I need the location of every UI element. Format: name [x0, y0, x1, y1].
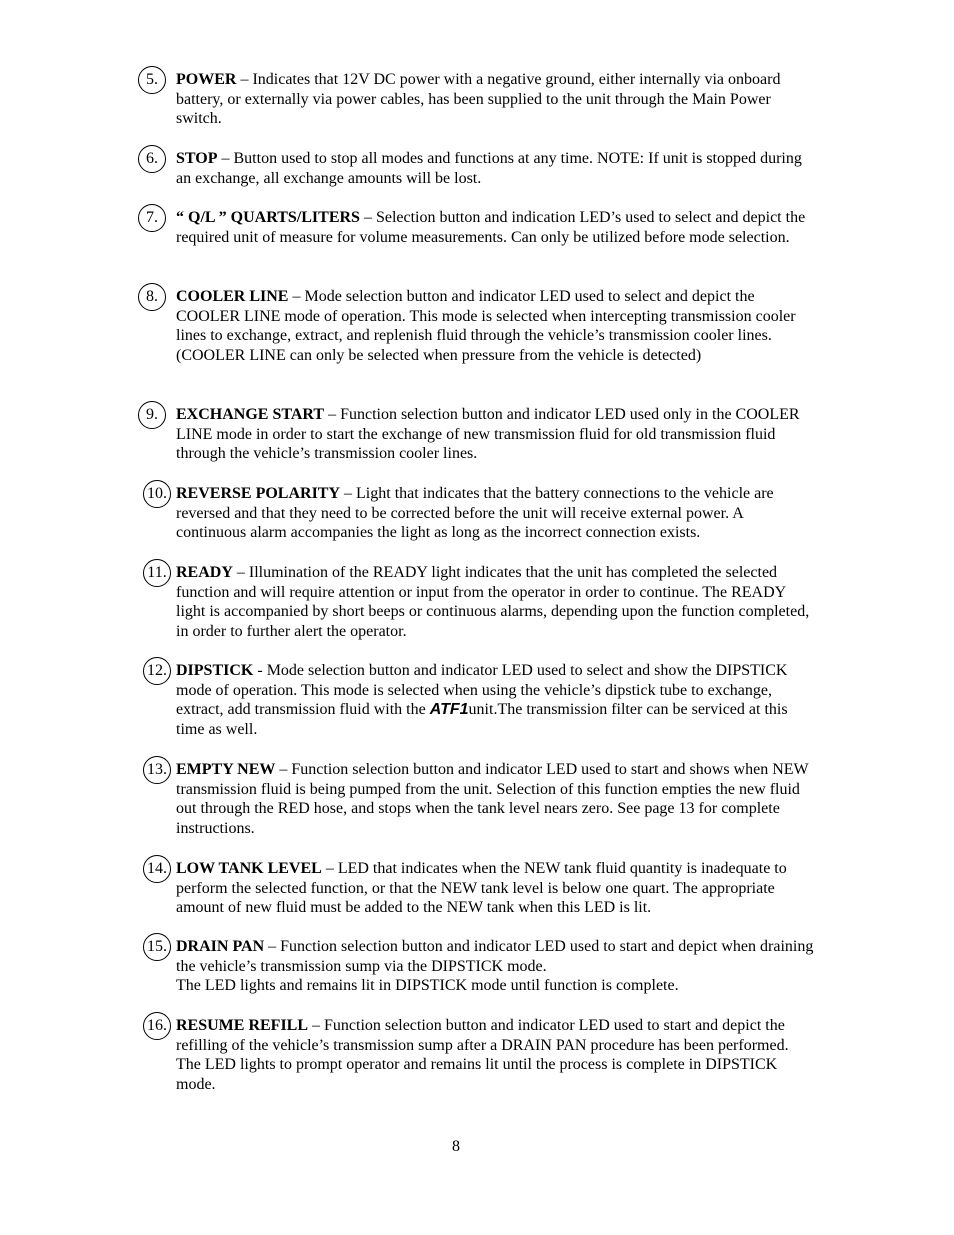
- list-item-7: [138, 208, 828, 247]
- item-number-badge: 16.: [143, 1012, 171, 1040]
- item-term: COOLER LINE: [176, 288, 289, 305]
- item-term: “ Q/L ” QUARTS/LITERS: [176, 209, 360, 226]
- atf1-brand-name: ATF1: [429, 701, 469, 719]
- list-item-12: [138, 661, 828, 739]
- item-number-badge: 9.: [138, 401, 166, 429]
- item-text-continued: unit.The transmission filter can be serviced at this time as well.: [176, 701, 788, 738]
- item-description: [176, 149, 816, 188]
- list-item-8: [138, 287, 828, 365]
- item-number-badge: 5.: [138, 66, 166, 94]
- item-description: [176, 208, 816, 247]
- item-term: POWER: [176, 71, 237, 88]
- item-number-badge: 13.: [143, 756, 171, 784]
- item-number-badge: 11.: [143, 559, 171, 587]
- item-number-badge: 12.: [143, 657, 171, 685]
- item-text: – Illumination of the READY light indicates that the unit has completed the selected function and will require attention or input from the operator in order to continue. The READY light is accompanied by short beeps or continuous alarms, depending upon the function completed, in order to further alert the operator.: [176, 564, 810, 640]
- item-text: - Mode selection button and indicator LED used to select and show the DIPSTICK mode of operation. This mode is selected when using the vehicle’s dipstick tube to exchange, extract, add transmission fluid with the: [176, 662, 788, 719]
- item-term: LOW TANK LEVEL: [176, 860, 322, 877]
- list-item-11: [138, 563, 828, 641]
- item-term: DRAIN PAN: [176, 938, 265, 955]
- page-number: 8: [452, 1138, 460, 1155]
- item-text: – LED that indicates when the NEW tank fluid quantity is inadequate to perform the selected function, or that the NEW tank level is below one quart. The appropriate amount of new fluid must be added to the NEW tank when this LED is lit.: [176, 860, 787, 917]
- item-number-badge: 7.: [138, 204, 166, 232]
- item-term: EXCHANGE START: [176, 406, 325, 423]
- item-term: RESUME REFILL: [176, 1017, 309, 1034]
- list-item-10: [138, 484, 828, 543]
- item-description: [176, 405, 816, 464]
- list-item-9: [138, 405, 828, 464]
- item-text: – Mode selection button and indicator LED used to select and depict the COOLER LINE mode of operation. This mode is selected when intercepting transmission cooler lines to exchange, extract, and replenish fluid through the vehicle’s transmission cooler lines. (COOLER LINE can only be selected when pressure from the vehicle is detected): [176, 288, 796, 364]
- item-text: – Function selection button and indicator LED used to start and shows when NEW transmission fluid is being pumped from the unit. Selection of this function empties the new fluid out through the RED hose, and stops when the tank level nears zero. See page 13 for complete instructions.: [176, 761, 809, 837]
- item-text: – Light that indicates that the battery connections to the vehicle are reversed and that they need to be corrected before the unit will receive external power. A continuous alarm accompanies the light as long as the incorrect connection exists.: [176, 485, 774, 542]
- list-item-15: [138, 937, 828, 996]
- item-number-badge: 10.: [143, 480, 171, 508]
- item-extra-line: The LED lights and remains lit in DIPSTICK mode until function is complete.: [176, 977, 679, 995]
- item-description: [176, 484, 816, 543]
- item-number-badge: 14.: [143, 855, 171, 883]
- item-description: [176, 859, 816, 918]
- item-term: EMPTY NEW: [176, 761, 276, 778]
- item-number-badge: 6.: [138, 145, 166, 173]
- item-term: STOP: [176, 150, 218, 167]
- item-text: – Function selection button and indicator LED used to start and depict when draining the vehicle’s transmission sump via the DIPSTICK mode.: [176, 938, 814, 975]
- item-description: [176, 661, 816, 739]
- list-item-14: [138, 859, 828, 918]
- item-description: [176, 70, 816, 129]
- item-number-badge: 8.: [138, 283, 166, 311]
- list-item-6: [138, 149, 828, 188]
- list-item-13: [138, 760, 828, 838]
- item-description: [176, 937, 816, 996]
- item-text: – Selection button and indication LED’s used to select and depict the required unit of measure for volume measurements. Can only be utilized before mode selection.: [176, 209, 806, 246]
- item-number-badge: 15.: [143, 933, 171, 961]
- item-description: [176, 1016, 816, 1094]
- item-term: READY: [176, 564, 233, 581]
- item-text: – Function selection button and indicator LED used to start and depict the refilling of the vehicle’s transmission sump after a DRAIN PAN procedure has been performed. The LED lights to prompt operator and remains lit until the process is complete in DIPSTICK mode.: [176, 1017, 789, 1093]
- item-description: [176, 563, 816, 641]
- list-item-16: [138, 1016, 828, 1094]
- item-text: – Indicates that 12V DC power with a negative ground, either internally via onboard battery, or externally via power cables, has been supplied to the unit through the Main Power switch.: [176, 71, 781, 128]
- item-term: DIPSTICK: [176, 662, 254, 679]
- item-term: REVERSE POLARITY: [176, 485, 341, 502]
- item-description: [176, 760, 816, 838]
- list-item-5: [138, 70, 828, 129]
- item-text: – Function selection button and indicator LED used only in the COOLER LINE mode in order to start the exchange of new transmission fluid for old transmission fluid through the vehicle’s transmission cooler lines.: [176, 406, 800, 463]
- item-description: [176, 287, 816, 365]
- item-text: – Button used to stop all modes and functions at any time. NOTE: If unit is stopped during an exchange, all exchange amounts will be lost.: [176, 150, 802, 187]
